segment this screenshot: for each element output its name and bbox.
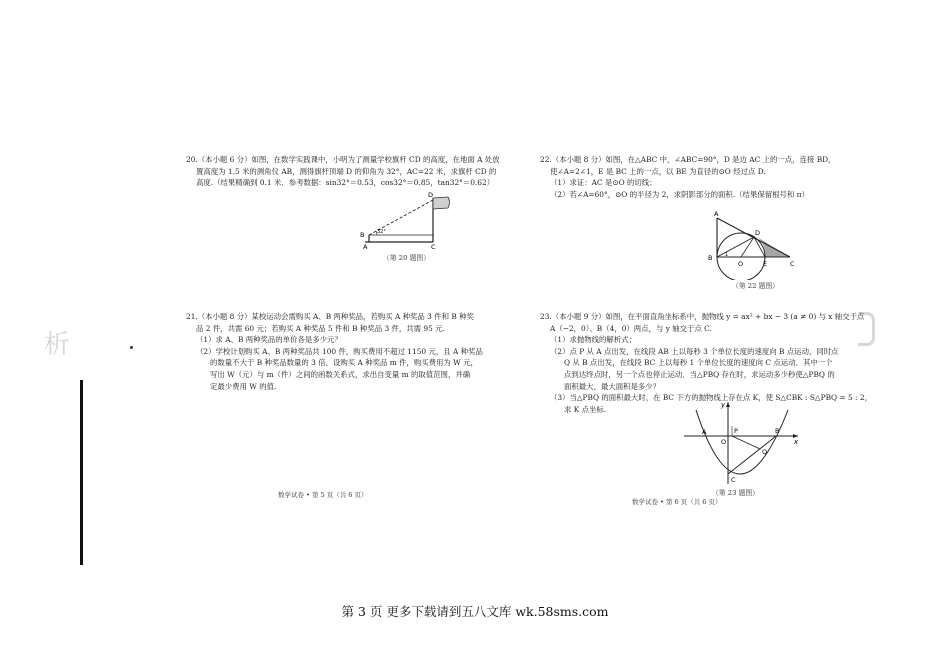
label-P: P: [734, 427, 738, 435]
question-20-text: [186, 154, 500, 189]
question-line: （2）若∠A=60°，⊙O 的半径为 2，求阴影部分的面积.（结果保留根号和 π）: [550, 189, 809, 199]
label-angle-1: 1: [725, 252, 729, 258]
bleed-through-glyph: 析: [44, 330, 73, 360]
question-line: （3）当△PBQ 的面积最大时，在 BC 下方的抛物线上存在点 K，使 S△CBK : S△PBQ = 5 : 2，: [550, 393, 872, 403]
question-line: Q 从 B 点出发，在线段 BC 上以每秒 1 个单位长度的速度向 C 点运动．其中一个: [564, 358, 833, 368]
label-A: A: [714, 210, 719, 218]
label-Q: Q: [762, 448, 768, 456]
question-line: 写出 W（元）与 m（件）之间的函数关系式，求出自变量 m 的取值范围，并确: [210, 369, 471, 379]
scan-speck: [130, 346, 133, 349]
label-A: A: [702, 428, 707, 436]
download-banner: 第 3 页 更多下载请到五八文库 wk.58sms.com: [341, 604, 609, 619]
left-page-footer: 数学试卷 • 第 5 页（共 6 页）: [278, 491, 368, 499]
label-D: D: [428, 191, 434, 199]
question-line: 置高度为 1.5 米的测角仪 AB，测得旗杆顶端 D 的仰角为 32°，AC=22 米，求旗杆 CD 的: [196, 166, 497, 176]
figure-22-circle-triangle: [705, 210, 800, 280]
question-line: 品 2 件，共需 60 元；若购买 A 种奖品 5 件和 B 种奖品 3 件，共需 95 元.: [196, 323, 445, 333]
question-line: 21.（本小题 8 分）某校运动会需购买 A、B 两种奖品，若购买 A 种奖品 3 件和 B 种奖: [186, 312, 474, 321]
label-B: B: [708, 254, 713, 262]
label-C: C: [431, 243, 436, 250]
figure-20-flagpole: [355, 190, 465, 250]
question-line: （1）求 A、B 两种奖品的单价各是多少元？: [196, 335, 342, 345]
label-D: D: [755, 229, 761, 237]
label-B: B: [775, 427, 780, 435]
question-line: 22.（本小题 8 分）如图，在△ABC 中，∠ABC=90°，D 是边 AC 上的一点，连接 BD，: [540, 155, 836, 164]
question-line: （2）学校计划购买 A、B 两种奖品共 100 件，购买费用不超过 1150 元，且 A 种奖品: [196, 346, 483, 356]
label-x-axis: x: [794, 438, 799, 446]
label-O: O: [738, 260, 744, 268]
figure-23-caption: （第 23 题图）: [712, 489, 759, 497]
question-line: （1）求抛物线的解析式；: [550, 335, 637, 345]
question-line: 高度.（结果精确到 0.1 米．参考数据：sin32°＝0.53，cos32°＝0.85，tan32°＝0.62）: [196, 178, 495, 188]
label-E: E: [763, 260, 768, 268]
question-line: A（−2，0）、B（4，0）两点，与 y 轴交于点 C.: [550, 323, 712, 333]
question-line: 23.（本小题 9 分）如图，在平面直角坐标系中，抛物线 y = ax² + bx − 3 (a ≠ 0) 与 x 轴交于点: [540, 312, 865, 321]
scan-edge-shadow: [80, 380, 83, 565]
label-B: B: [360, 231, 365, 239]
question-line: 点到达终点时，另一个点也停止运动．当△PBQ 存在时，求运动多少秒使△PBQ 的: [564, 369, 835, 379]
figure-23-parabola: [680, 398, 805, 486]
question-line: 面积最大，最大面积是多少？: [564, 381, 661, 391]
question-line: 20.（本小题 6 分）如图，在数学实践课中，小明为了测量学校旗杆 CD 的高度，在地面 A 处放: [186, 155, 500, 164]
question-line: 的数量不大于 B 种奖品数量的 3 倍，设购买 A 种奖品 m 件，购买费用为 W 元，: [210, 358, 478, 368]
label-A: A: [363, 243, 368, 250]
question-22-text: [540, 154, 840, 200]
left-page-column: [186, 154, 500, 189]
question-21-text: [186, 311, 483, 392]
label-C: C: [731, 476, 736, 484]
question-line: （2）点 P 从 A 点出发，在线段 AB 上以每秒 3 个单位长度的速度向 B 点运动，同时点: [550, 346, 839, 356]
label-C: C: [790, 260, 795, 268]
question-line: 定最少费用 W 的值.: [210, 381, 277, 391]
question-line: 使∠A=2∠1，E 是 BC 上的一点，以 BE 为直径的⊙O 经过点 D.: [550, 166, 766, 176]
figure-20-caption: （第 20 题图）: [383, 254, 430, 262]
question-line: 求 K 点坐标.: [564, 404, 607, 414]
right-page-footer: 数学试卷 • 第 6 页（共 6 页）: [632, 498, 722, 506]
label-y-axis: y: [721, 401, 726, 409]
question-line: （1）求证：AC 是⊙O 的切线；: [550, 178, 657, 188]
figure-22-caption: （第 22 题图）: [732, 282, 779, 290]
label-O: O: [721, 438, 727, 446]
label-angle: 32°: [377, 229, 386, 235]
